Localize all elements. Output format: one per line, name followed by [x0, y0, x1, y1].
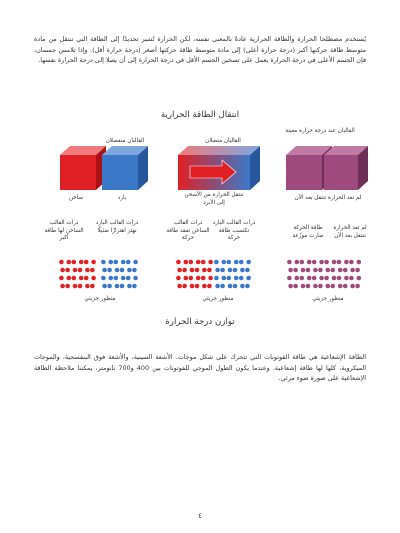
hot-particle: [182, 268, 187, 273]
hot-particle: [91, 260, 96, 265]
cold-particle: [227, 260, 232, 265]
equilibrium-particle: [287, 260, 292, 265]
cold-particle: [121, 276, 126, 281]
hot-particle: [201, 276, 206, 281]
cold-particle: [120, 284, 125, 289]
cold-particle: [239, 260, 244, 265]
figure-title: انتقال الطاقة الحرارية: [160, 110, 240, 120]
hot-particle: [190, 284, 195, 289]
equilibrium-particle: [318, 284, 323, 289]
cold-particle: [227, 276, 232, 281]
hot-particle: [177, 284, 182, 289]
equilibrium-particle: [355, 268, 360, 273]
equilibrium-particle: [313, 268, 318, 273]
molecular-view-right: [287, 260, 361, 289]
hot-particle: [176, 260, 181, 265]
equilibrium-particle: [344, 276, 349, 281]
heat-flow-label: تنتقل الحرارة من الأسخن إلى الأبرد: [184, 192, 244, 206]
cold-particle: [120, 268, 125, 273]
hot-particle: [208, 276, 213, 281]
equilibrium-particle: [349, 276, 354, 281]
equilibrium-particle: [357, 260, 362, 265]
hot-particle: [59, 260, 64, 265]
hot-particle: [79, 260, 84, 265]
equilibrium-particle: [337, 260, 342, 265]
equilibrium-particle: [324, 260, 329, 265]
hot-atoms-lose-energy: ذرات القالب الساخن تفقد طاقة حركة: [166, 220, 210, 241]
cold-particle: [239, 276, 244, 281]
cold-particle: [220, 268, 225, 273]
molecular-view-left: [59, 260, 138, 289]
hot-particle: [90, 284, 95, 289]
cold-particle: [214, 260, 219, 265]
molecular-view-label-middle: منظور جزيئي: [202, 296, 234, 302]
paragraph-heat-definition: يُستخدم مصطلحا الحرارة والطاقة الحرارية عادةً بالمعنى نفسه، لكن الحرارة تُشير تحديدًا إلى الطاقة التي تنتقل من مادة متوسط طاقة حركتها أكبر (درجة حرارة أعلى) إلى مادة متوسط طاقة حركتها أصغر (درجة حرارة أقل). وإذا تلامس جسمان، فإن الجسم الأعلى في درجة الحرارة يعمل على تسخين الجسم الأقل في درجة الحرارة إلى أن يصلا إلى درجة الحرارة نفسها.: [34, 35, 366, 64]
hot-particle: [90, 268, 95, 273]
hot-particle: [65, 268, 70, 273]
cold-particle: [246, 276, 251, 281]
hot-particle: [189, 276, 194, 281]
equilibrium-particle: [357, 276, 362, 281]
equilibrium-particle: [324, 276, 329, 281]
equilibrium-particle: [343, 268, 348, 273]
cold-particle: [215, 284, 220, 289]
hot-particle: [202, 268, 207, 273]
hot-particle: [84, 260, 89, 265]
hot-particle: [195, 284, 200, 289]
cold-particle: [115, 268, 120, 273]
equilibrium-particle: [355, 284, 360, 289]
cold-particle: [115, 284, 120, 289]
equilibrium-particle: [306, 284, 311, 289]
hot-particle: [184, 260, 189, 265]
cold-particle: [246, 260, 251, 265]
equilibrium-particle: [349, 260, 354, 265]
hot-block-label: ساخن: [68, 195, 84, 201]
hot-particle: [78, 284, 83, 289]
cold-particle: [102, 284, 107, 289]
cold-particle: [215, 268, 220, 273]
hot-particle: [196, 260, 201, 265]
equilibrium-particle: [301, 268, 306, 273]
equilibrium-particle: [331, 284, 336, 289]
cold-particle: [245, 284, 250, 289]
equilibrium-particle: [332, 276, 337, 281]
cold-particle: [101, 260, 106, 265]
cold-particle: [133, 260, 138, 265]
hot-particle: [85, 284, 90, 289]
hot-particle: [85, 268, 90, 273]
cold-particle: [233, 268, 238, 273]
hot-particle: [176, 276, 181, 281]
cold-particle: [240, 284, 245, 289]
hot-particle: [195, 268, 200, 273]
hot-particle: [202, 284, 207, 289]
cold-particle: [240, 268, 245, 273]
cold-particle: [222, 260, 227, 265]
cold-particle: [109, 260, 114, 265]
equilibrium-particle: [318, 268, 323, 273]
equilibrium-particle: [307, 260, 312, 265]
hot-particle: [65, 284, 70, 289]
equilibrium-particle: [307, 276, 312, 281]
cold-particle: [109, 276, 114, 281]
cold-particle: [127, 268, 132, 273]
cold-particle: [222, 276, 227, 281]
equilibrium-particle: [313, 284, 318, 289]
equilibrium-particle: [301, 284, 306, 289]
hot-particle: [182, 284, 187, 289]
left-hot-block: [60, 146, 106, 190]
hot-particle: [72, 276, 77, 281]
equilibrium-particle: [295, 260, 300, 265]
paragraph-radiant-energy: الطاقة الإشعاعية هي طاقة الفوتونات التي تتحرك على شكل موجات. الأشعة السينية، والأشعة فوق البنفسجية، والموجات الميكروية، كلها لها طاقة إشعاعية. وعندما يكون الطول الموجي للفوتونات بين 400 و700 نانومتر، يمكننا ملاحظة الطاقة الإشعاعية على صورة ضوء مرئي.: [34, 353, 366, 382]
equilibrium-particle: [332, 260, 337, 265]
hot-particle: [79, 276, 84, 281]
hot-particle: [208, 260, 213, 265]
hot-particle: [207, 268, 212, 273]
cold-particle: [132, 284, 137, 289]
cold-block-label: بارد: [117, 195, 127, 201]
equilibrium-particle: [337, 276, 342, 281]
hot-particle: [73, 284, 78, 289]
hot-particle: [207, 284, 212, 289]
left-cold-block: [102, 146, 148, 190]
equilibrium-particle: [326, 268, 331, 273]
equilibrium-particle: [338, 268, 343, 273]
hot-particle: [59, 276, 64, 281]
molecular-view-middle: [176, 260, 251, 289]
equilibrium-particle: [319, 276, 324, 281]
equilibrium-particle: [326, 284, 331, 289]
hot-particle: [91, 276, 96, 281]
cold-particle: [114, 276, 119, 281]
cold-particle: [114, 260, 119, 265]
cold-particle: [107, 268, 112, 273]
no-transfer-label: لم تعد الحرارة تنتقل بعد الآن: [294, 195, 362, 201]
equilibrium-particle: [288, 268, 293, 273]
hot-particle: [67, 276, 72, 281]
equilibrium-particle: [300, 260, 305, 265]
equilibrium-particle: [288, 284, 293, 289]
hot-particle: [72, 260, 77, 265]
equilibrium-particle: [312, 276, 317, 281]
equilibrium-particle: [295, 276, 300, 281]
hot-particle: [201, 260, 206, 265]
equilibrium-particle: [331, 268, 336, 273]
cold-particle: [133, 276, 138, 281]
cold-particle: [214, 276, 219, 281]
hot-particle: [196, 276, 201, 281]
cold-particle: [234, 276, 239, 281]
cold-atoms-description: ذرات القالب البارد تهتز اهتزازًا ضئيلًا: [95, 220, 139, 234]
cold-particle: [132, 268, 137, 273]
cold-particle: [126, 260, 131, 265]
cold-particle: [126, 276, 131, 281]
cold-particle: [220, 284, 225, 289]
hot-particle: [73, 268, 78, 273]
no-flow-description: لم تعد الحرارة تنتقل بعد الآن: [333, 225, 367, 239]
equilibrium-particle: [338, 284, 343, 289]
cold-particle: [101, 276, 106, 281]
hot-atoms-description: ذرات القالب الساخن لها طاقة أكبر: [44, 220, 84, 241]
equilibrium-particle: [343, 284, 348, 289]
cold-particle: [107, 284, 112, 289]
equilibrium-particle: [306, 268, 311, 273]
hot-particle: [60, 268, 65, 273]
cold-particle: [127, 284, 132, 289]
equilibrium-particle: [312, 260, 317, 265]
cold-particle: [245, 268, 250, 273]
page-number: ٤: [198, 512, 202, 520]
equilibrium-particle: [293, 284, 298, 289]
cold-particle: [233, 284, 238, 289]
cold-particle: [121, 260, 126, 265]
cold-atoms-gain-energy: ذرات القالب البارد تكتسب طاقة حركة: [212, 220, 256, 241]
hot-particle: [78, 268, 83, 273]
equilibrium-particle: [300, 276, 305, 281]
cold-particle: [234, 260, 239, 265]
hot-particle: [60, 284, 65, 289]
hot-particle: [67, 260, 72, 265]
right-panel-header: القالبان عند درجة حرارة معينة: [285, 128, 355, 134]
equilibrium-particle: [344, 260, 349, 265]
equilibrium-particle: [287, 276, 292, 281]
equilibrium-particle: [319, 260, 324, 265]
equilibrium-particle: [293, 268, 298, 273]
right-equal-block-2: [324, 146, 368, 190]
equilibrium-particle: [350, 268, 355, 273]
middle-panel-header: القالبان متصلان: [205, 138, 241, 144]
figure-caption: توازن درجة الحرارة: [165, 317, 235, 327]
equilibrium-particle: [350, 284, 355, 289]
energy-distributed-description: طاقة الحركة صارت موزّعة: [292, 225, 324, 239]
hot-particle: [177, 268, 182, 273]
hot-particle: [184, 276, 189, 281]
cold-particle: [228, 268, 233, 273]
cold-particle: [102, 268, 107, 273]
molecular-view-label-right: منظور جزيئي: [312, 296, 344, 302]
hot-particle: [190, 268, 195, 273]
hot-particle: [189, 260, 194, 265]
molecular-view-label-left: منظور جزيئي: [84, 296, 116, 302]
hot-particle: [84, 276, 89, 281]
cold-particle: [228, 284, 233, 289]
left-panel-header: القالبان منفصلان: [105, 138, 145, 144]
